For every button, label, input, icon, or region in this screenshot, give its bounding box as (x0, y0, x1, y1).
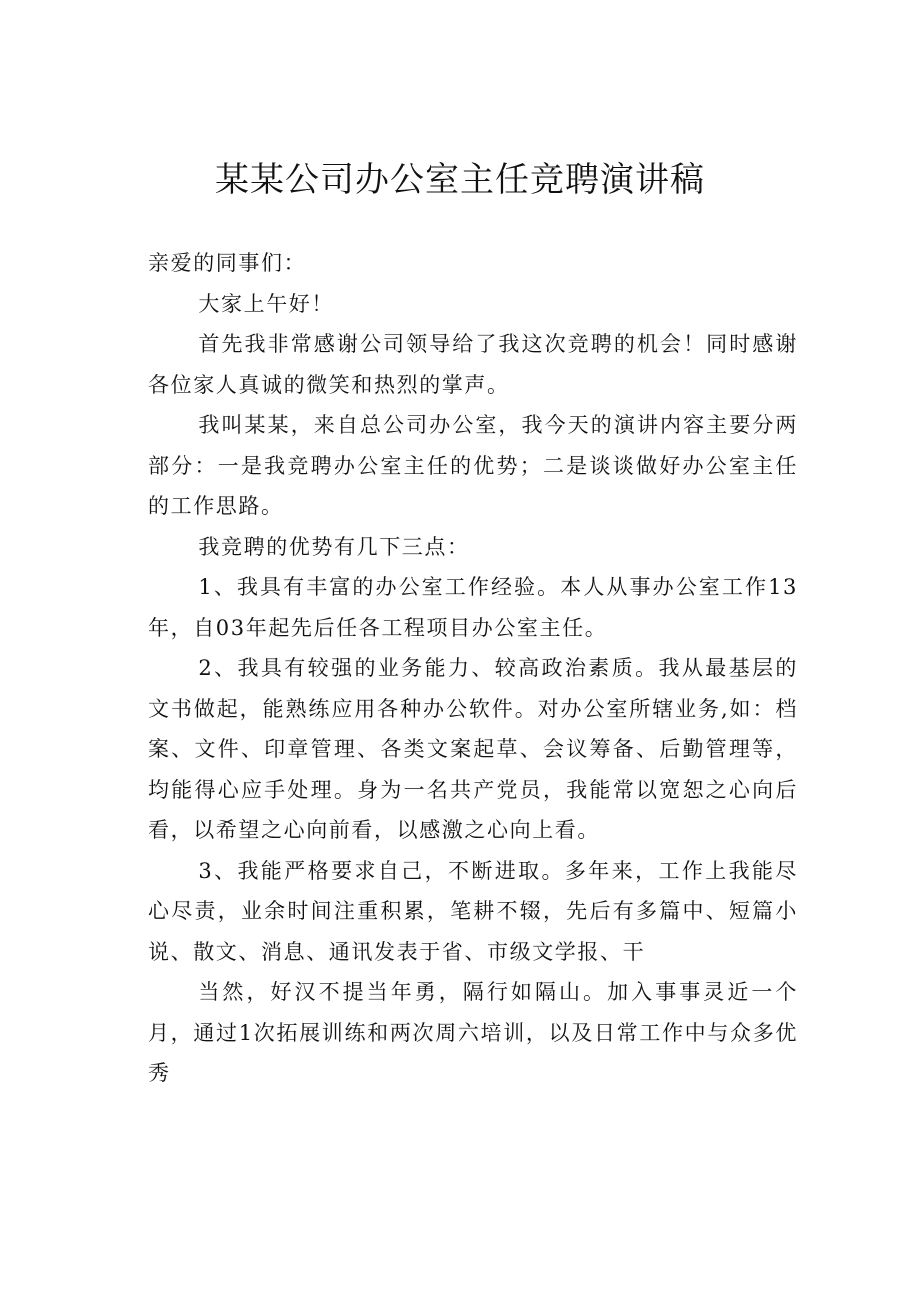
paragraph-introduction: 我叫某某，来自总公司办公室，我今天的演讲内容主要分两部分：一是我竞聘办公室主任的优势；二是谈谈做好办公室主任的工作思路。 (148, 413, 798, 518)
paragraph-greeting: 大家上午好！ (198, 291, 334, 316)
paragraph-advantage-2: 2、我具有较强的业务能力、较高政治素质。我从最基层的文书做起，能熟练应用各种办公软件。对办公室所辖业务,如：档案、文件、印章管理、各类文案起草、会议筹备、后勤管理等，均能得心应手处理。身为一名共产党员，我能常以宽恕之心向后看，以希望之心向前看，以感激之心向上看。 (148, 656, 798, 842)
paragraph-advantage-3: 3、我能严格要求自己，不断进取。多年来，工作上我能尽心尽责，业余时间注重积累，笔耕不辍，先后有多篇中、短篇小说、散文、消息、通讯发表于省、市级文学报、干 (148, 858, 798, 964)
document-body (148, 243, 798, 1094)
salutation: 亲爱的同事们： (148, 251, 307, 275)
document-title: 某某公司办公室主任竞聘演讲稿 (215, 160, 705, 200)
paragraph-advantage-1: 1、我具有丰富的办公室工作经验。本人从事办公室工作13年，自03年起先后任各工程项目办公室主任。 (148, 575, 798, 640)
paragraph-thanks: 首先我非常感谢公司领导给了我这次竞聘的机会！同时感谢各位家人真诚的微笑和热烈的掌声。 (148, 332, 798, 397)
paragraph-conclusion: 当然，好汉不提当年勇，隔行如隔山。加入事事灵近一个月，通过1次拓展训练和两次周六培训，以及日常工作中与众多优秀 (148, 980, 798, 1085)
paragraph-advantages-heading: 我竞聘的优势有几下三点： (198, 534, 470, 559)
